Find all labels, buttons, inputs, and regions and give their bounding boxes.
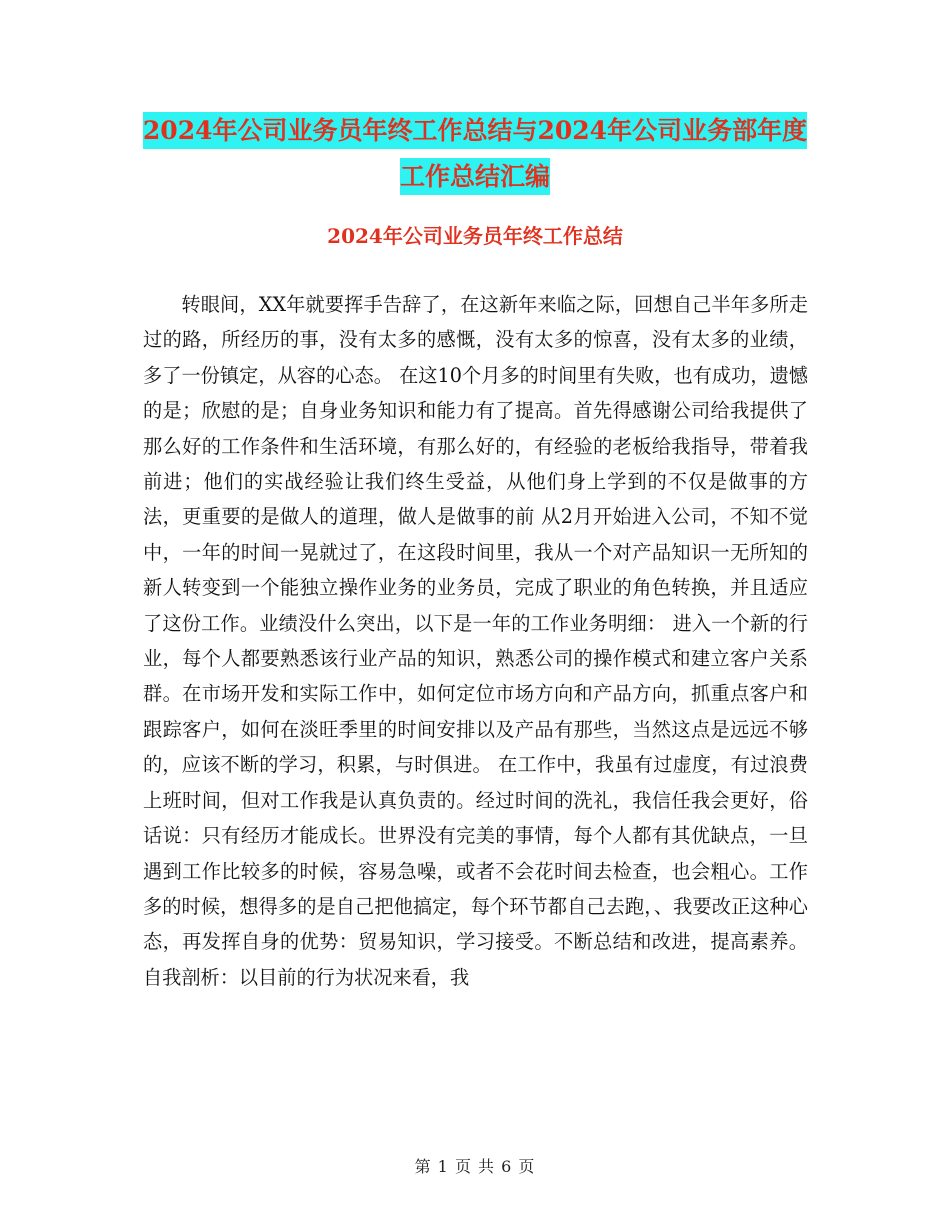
page-footer: 第 1 页 共 6 页 [414,1157,536,1176]
section-title: 2024年公司业务员年终工作总结 [327,224,623,248]
body-paragraph: 转眼间，XX年就要挥手告辞了，在这新年来临之际，回想自己半年多所走过的路，所经历的事，没有太多的感慨，没有太多的惊喜，没有太多的业绩，多了一份镇定，从容的心态。 在这10个月多的时间里有失败，也有成功，遗憾的是；欣慰的是；自身业务知识和能力有了提高。首先得感谢公司给我提供了那么好的工作条件和生活环境，有那么好的，有经验的老板给我指导，带着我前进；他们的实战经验让我们终生受益，从他们身上学到的不仅是做事的方法，更重要的是做人的道理，做人是做事的前 从2月开始进入公司，不知不觉中，一年的时间一晃就过了，在这段时间里，我从一个对产品知识一无所知的新人转变到一个能独立操作业务的业务员，完成了职业的角色转换，并且适应了这份工作。业绩没什么突出，以下是一年的工作业务明细： 进入一个新的行业，每个人都要熟悉该行业产品的知识，熟悉公司的操作模式和建立客户关系群。在市场开发和实际工作中，如何定位市场方向和产品方向，抓重点客户和跟踪客户，如何在淡旺季里的时间安排以及产品有那些，当然这点是远远不够的，应该不断的学习，积累，与时俱进。 在工作中，我虽有过虚度，有过浪费上班时间，但对工作我是认真负责的。经过时间的洗礼，我信任我会更好，俗话说：只有经历才能成长。世界没有完美的事情，每个人都有其优缺点，一旦遇到工作比较多的时候，容易急噪，或者不会花时间去检查，也会粗心。工作多的时候，想得多的是自己把他搞定，每个环节都自己去跑，、我要改正这种心态，再发挥自身的优势：贸易知识，学习接受。不断总结和改进，提高素养。 自我剖析：以目前的行为状况来看，我 [143,293,808,989]
document-title [140,108,810,200]
document-title-highlight: 2024年公司业务员年终工作总结与2024年公司业务部年度工作总结汇编 [143,112,807,195]
